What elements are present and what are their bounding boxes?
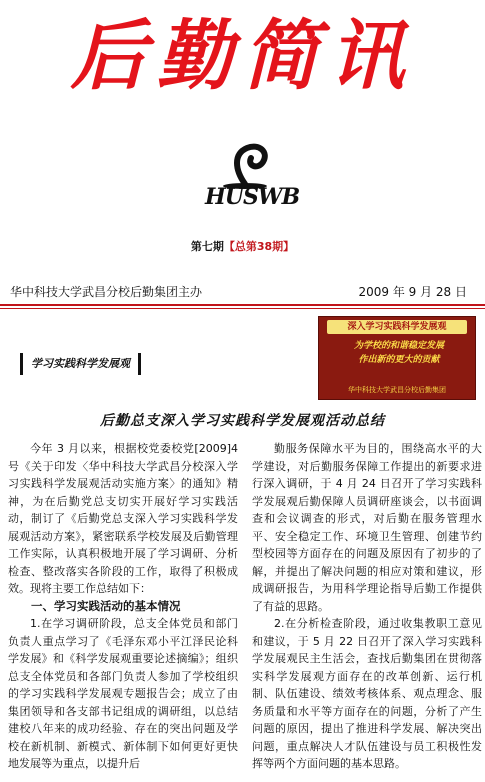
logo-emblem-icon [205,140,285,190]
banner-slogan-line1: 为学校的和谐稳定发展 [353,341,444,351]
masthead-title: 后勤简讯 [70,11,415,100]
paragraph: 2.在分析检查阶段，通过收集教职工意见和建议，于 5 月 22 日召开了深入学习实践科学发展观民主生活会，查找后勤集团在贯彻落实科学发展观方面存在的改革创新、运行机制、队伍建设、绩效考核体系、观点理念、服务质量和水平等方面存在的问题，分析了产生问题的原因，提出了推进科学发展、解决突出问题，重点解决人才队伍建设与员工积极性发挥等两个方面问题的基本思路。 [252,617,482,770]
paragraph: 勤服务保障水平为目的，围绕高水平的大学建设，对后勤服务保障工作提出的新要求进行深入调研，于 4 月 24 日召开了学习实践科学发展观后勤保障人员调研座谈会，以书面调查和会议调查的形式，对后勤在服务管理水平、安全稳定工作、环境卫生管理、创建节约型校园等方面存在的问题及原因有了初步的了解，并提出了解决问题的相应对策和建议，形成调研报告，为用科学理论指导后勤工作提供了有益的思路。 [252,442,482,613]
header-rule [0,304,485,306]
header-rule-thin [0,308,485,309]
slogan-banner [318,316,476,400]
publish-date: 2009 年 9 月 28 日 [358,285,467,299]
issue-total: 【总第38期】 [223,240,295,253]
publisher-line: 华中科技大学武昌分校后勤集团主办 [10,285,203,299]
banner-top-text: 深入学习实践科学发展观 [327,320,467,334]
article-column-left [8,440,238,780]
section-tag: 学习实践科学发展观 [20,353,141,375]
logo [205,140,300,218]
issue-number [0,238,485,254]
section-heading: 一、学习实践活动的基本情况 [31,598,181,613]
logo-text: HUSWB [205,184,300,210]
article-column-right [252,440,482,780]
banner-slogan-line2: 作出新的更大的贡献 [358,355,440,365]
banner-slogan [329,339,469,367]
paragraph: 今年 3 月以来，根据校党委校党[2009]4 号《关于印发〈华中科技大学武昌分校深入学习实践科学发展观活动实施方案〉的通知》精神，为在后勤党总支切实开展好学习实践活动，制订了《后勤党总支深入学习实践科学发展观活动方案》，紧密联系学校发展及后勤管理工作实际，认真积极地开展了学习调研、分析检查、整改落实各阶段的工作，取得了积极成效。现将主要工作总结如下： [8,442,238,595]
banner-bottom-text: 华中科技大学武昌分校后勤集团 [348,386,446,394]
issue-label: 第七期 [190,240,224,253]
paragraph: 1.在学习调研阶段，总支全体党员和部门负责人重点学习了《毛泽东邓小平江泽民论科学发展》和《科学发展观重要论述摘编》；组织总支全体党员和各部门负责人参加了学校组织的学习实践科学发展观专题报告会；成立了由集团领导和各支部书记组成的调研组，以总结建校八年来的成功经验、存在的突出问题及学校在新机制、新模式、新体制下如何更好更快地发展等为重点，以提升后 [8,617,238,770]
article-headline: 后勤总支深入学习实践科学发展观活动总结 [100,413,385,429]
